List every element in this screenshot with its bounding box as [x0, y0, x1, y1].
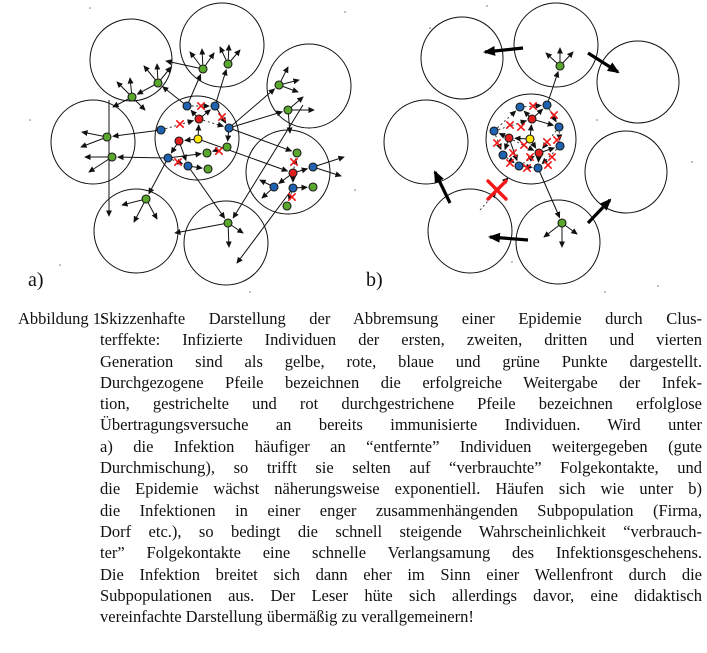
speck: [429, 27, 431, 29]
blue-individual-node: [184, 162, 192, 170]
speck: [89, 7, 91, 9]
blue-individual-node: [499, 151, 507, 159]
red-individual-node: [528, 115, 536, 123]
speck: [354, 189, 356, 191]
green-individual-node: [284, 106, 292, 114]
transmission-arrow: [163, 87, 187, 106]
speck: [691, 161, 693, 163]
panel-a-diagram: [28, 3, 356, 293]
transmission-arrow: [118, 157, 168, 158]
caption-line: Dorf etc.), so bedingt die schnell steigende Wahrscheinlichkeit “verbrauch-: [100, 521, 702, 541]
red-individual-node: [505, 134, 513, 142]
green-individual-node: [224, 60, 232, 68]
cluster-circle: [180, 3, 264, 87]
transmission-arrow: [538, 168, 560, 218]
speck: [596, 119, 598, 121]
wavefront-arrow: [485, 48, 523, 52]
green-individual-node: [293, 149, 301, 157]
transmission-arrow: [175, 223, 228, 233]
transmission-arrow: [215, 70, 226, 106]
green-individual-node: [154, 79, 162, 87]
caption-line: Subpopulationen aus. Der Leser hüte sich allerdings davor, eine didaktisch: [100, 585, 702, 605]
caption-line: Die Infektion breitet sich dann eher im Sinn einer Wellenfront durch die: [100, 564, 702, 584]
green-individual-node: [224, 219, 232, 227]
speck: [511, 261, 513, 263]
green-individual-node: [283, 202, 291, 210]
caption-line: ter” Folgekontakte eine schnelle Verlangsamung des Infektionsgeschehens.: [100, 543, 702, 563]
blue-individual-node: [270, 183, 278, 191]
caption-line: die Epidemie wächst näherungsweise exponentiell. Häufen sich wie unter b): [100, 479, 702, 499]
caption-line: Generation sind als gelbe, rote, blaue und grüne Punkte dargestellt.: [100, 351, 702, 371]
blue-individual-node: [516, 103, 524, 111]
yellow-individual-node: [194, 135, 202, 143]
wavefront-arrow: [588, 53, 618, 72]
caption-line: Durchmischung), so trifft sie selten auf “verbrauchte” Folgekontakte, und: [100, 458, 702, 478]
caption-line: vereinfachte Darstellung übermäßig zu verallgemeinern!: [100, 607, 474, 627]
green-individual-node: [223, 143, 231, 151]
green-individual-node: [199, 65, 207, 73]
transmission-arrow: [229, 89, 274, 128]
wavefront-arrow: [490, 237, 528, 240]
caption-label: Abbildung 1:: [18, 309, 106, 328]
epidemic-cluster-figure: [0, 0, 707, 300]
yellow-individual-node: [526, 135, 534, 143]
cluster-circle: [421, 17, 503, 99]
red-individual-node: [535, 149, 543, 157]
caption-line: a) die Infektion häufiger an “entfernte” Individuen weitergegeben (gute: [100, 436, 702, 456]
transmission-arrow: [229, 112, 282, 128]
cluster-circle: [384, 100, 468, 184]
blue-individual-node: [556, 142, 564, 150]
caption-line: tion, gestrichelte und rot durchgestrichene Pfeile bezeichnen erfolglose: [100, 394, 702, 414]
caption-line: die Infektionen in einer enger zusammenhängenden Subpopulation (Firma,: [100, 500, 702, 520]
caption-line: Übertragungsversuche an bereits immunisierte Individuen. Wird unter: [100, 415, 702, 435]
wavefront-arrow: [435, 172, 450, 203]
caption-line: Skizzenhafte Darstellung der Abbremsung einer Epidemie durch Clus-: [100, 309, 702, 328]
caption-line: terffekte: Infizierte Individuen der ersten, zweiten, dritten und vierten: [100, 330, 702, 350]
red-individual-node: [289, 169, 297, 177]
caption-line: Durchgezogene Pfeile bezeichnen die erfolgreiche Weitergabe der Infek-: [100, 372, 702, 392]
blue-individual-node: [225, 124, 233, 132]
blue-individual-node: [515, 162, 523, 170]
speck: [604, 291, 606, 293]
blue-individual-node: [289, 184, 297, 192]
transmission-arrow: [237, 188, 293, 263]
cluster-circle: [585, 131, 667, 213]
green-individual-node: [558, 219, 566, 227]
blue-individual-node: [555, 123, 563, 131]
green-individual-node: [556, 62, 564, 70]
cluster-circle: [246, 130, 330, 214]
cluster-circle: [428, 189, 512, 273]
speck: [344, 11, 346, 13]
cluster-circle: [597, 41, 679, 123]
blue-individual-node: [164, 154, 172, 162]
red-individual-node: [195, 115, 203, 123]
panel-label: a): [28, 269, 44, 291]
cluster-circle: [184, 201, 268, 285]
panel-label: b): [366, 269, 383, 291]
transmission-arrow: [313, 157, 344, 167]
green-individual-node: [203, 149, 211, 157]
blue-individual-node: [309, 163, 317, 171]
blue-individual-node: [183, 102, 191, 110]
red-individual-node: [175, 137, 183, 145]
cluster-circle: [514, 3, 598, 87]
green-individual-node: [128, 93, 136, 101]
green-individual-node: [108, 153, 116, 161]
green-individual-node: [142, 195, 150, 203]
speck: [29, 119, 31, 121]
blue-individual-node: [211, 102, 219, 110]
speck: [59, 264, 61, 266]
speck: [249, 291, 251, 293]
blue-individual-node: [490, 127, 498, 135]
green-individual-node: [275, 81, 283, 89]
transmission-arrow: [187, 75, 201, 106]
speck: [486, 5, 488, 7]
blue-individual-node: [534, 164, 542, 172]
caption-text: [100, 308, 702, 627]
transmission-arrow: [113, 130, 161, 136]
transmission-arrow: [149, 158, 168, 194]
blue-individual-node: [157, 126, 165, 134]
green-individual-node: [309, 183, 317, 191]
green-individual-node: [103, 133, 111, 141]
green-individual-node: [204, 165, 212, 173]
speck: [657, 285, 659, 287]
blue-individual-node: [543, 101, 551, 109]
panel-b-diagram: [366, 3, 693, 293]
